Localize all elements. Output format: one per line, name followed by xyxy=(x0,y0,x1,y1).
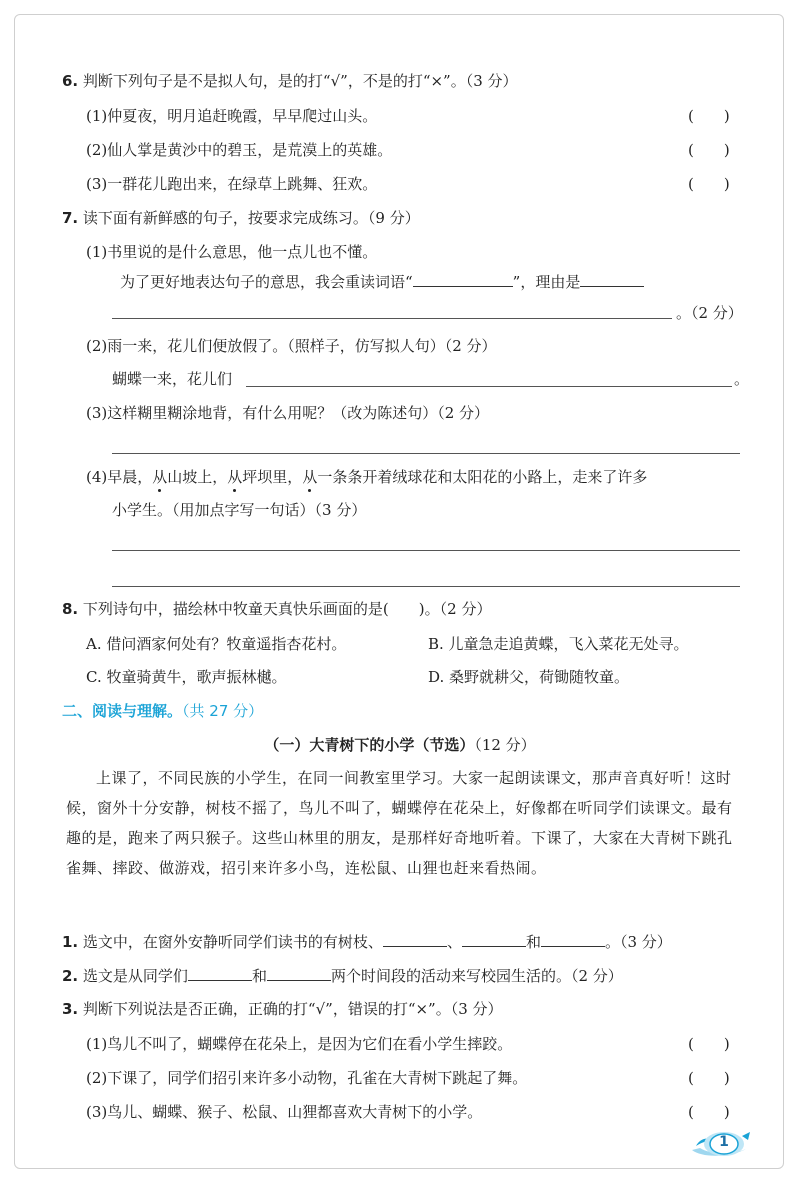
r1-blank-1[interactable] xyxy=(383,930,447,947)
q6-item-3: (3)一群花儿跑出来，在绿草上跳舞、狂欢。 xyxy=(86,175,378,193)
q7-stem xyxy=(62,207,420,229)
q8-stem-text: 下列诗句中，描绘林中牧童天真快乐画面的是( )。（2 分） xyxy=(82,600,492,618)
r2-and: 和 xyxy=(251,967,267,985)
q7-s4-part-a: (4)早晨， xyxy=(86,468,153,486)
section-2-title: 二、阅读与理解。 xyxy=(62,702,183,720)
r3-answer-2[interactable]: ( ) xyxy=(688,1069,730,1087)
q7-s4-part-d: 一条条开着绒球花和太阳花的小路上，走来了许多 xyxy=(317,468,648,486)
q7-s4-part-c: 坪坝里， xyxy=(242,468,303,486)
r3-stem xyxy=(62,998,503,1020)
q7-s2-answer-line[interactable] xyxy=(246,386,732,387)
q7-s1-answer-line[interactable] xyxy=(112,318,672,319)
q6-answer-3[interactable]: ( ) xyxy=(688,175,730,193)
r1-and: 和 xyxy=(525,933,541,951)
r2-end: 两个时间段的活动来写校园生活的。（2 分） xyxy=(330,967,623,985)
q7-s4-dot-word-1: 从 xyxy=(152,468,168,486)
r1-end: 。（3 分） xyxy=(604,933,672,951)
section-2-heading xyxy=(62,700,263,722)
q7-stem-text: 读下面有新鲜感的句子，按要求完成练习。（9 分） xyxy=(82,209,420,227)
q7-sentence-2: (2)雨一来，花儿们便放假了。（照样子，仿写拟人句）（2 分） xyxy=(86,337,497,355)
q6-item-2: (2)仙人掌是黄沙中的碧玉，是荒漠上的英雄。 xyxy=(86,141,393,159)
q6-stem xyxy=(62,70,518,92)
r1-question xyxy=(62,930,672,953)
passage-heading xyxy=(0,734,800,756)
q7-s4-answer-line-2[interactable] xyxy=(112,586,740,587)
r2-question xyxy=(62,964,623,987)
passage-text: 上课了，不同民族的小学生，在同一间教室里学习。大家一起朗读课文，那声音真好听！这时候，窗外十分安静，树枝不摇了，鸟儿不叫了，蝴蝶停在花朵上，好像都在听同学们读课文。最有趣的是，跑来了两只猴子。这些山林里的朋友，是那样好奇地听着。下课了，大家在大青树下跳孔雀舞、摔跤、做游戏，招引来许多小鸟，连松鼠、山狸也赶来看热闹。 xyxy=(66,769,733,877)
q7-s4-part-b: 山坡上， xyxy=(167,468,228,486)
r3-item-3: (3)鸟儿、蝴蝶、猴子、松鼠、山狸都喜欢大青树下的小学。 xyxy=(86,1103,483,1121)
q8-number: 8. xyxy=(62,600,79,618)
q7-s1-fill-text-b: ”，理由是 xyxy=(512,273,581,291)
r1-blank-2[interactable] xyxy=(462,930,526,947)
r2-blank-1[interactable] xyxy=(188,964,252,981)
passage-points: （12 分） xyxy=(474,736,536,754)
q7-s1-fill xyxy=(120,270,644,293)
q8-option-c[interactable]: C. 牧童骑黄牛，歌声振林樾。 xyxy=(86,668,287,686)
q6-answer-2[interactable]: ( ) xyxy=(688,141,730,159)
q7-s1-fill-text-a: 为了更好地表达句子的意思，我会重读词语“ xyxy=(120,273,413,291)
r2-blank-2[interactable] xyxy=(267,964,331,981)
r1-separator: 、 xyxy=(446,933,462,951)
q7-s4-line-2: 小学生。（用加点字写一句话）（3 分） xyxy=(112,501,367,519)
q7-s4-answer-line-1[interactable] xyxy=(112,550,740,551)
q8-option-a[interactable]: A. 借问酒家何处有？牧童遥指杏花村。 xyxy=(86,635,347,653)
q7-s1-word-blank[interactable] xyxy=(413,270,513,287)
r3-answer-3[interactable]: ( ) xyxy=(688,1103,730,1121)
q7-s3-answer-line[interactable] xyxy=(112,453,740,454)
q7-s2-end: 。 xyxy=(734,370,750,388)
q7-sentence-3: (3)这样糊里糊涂地背，有什么用呢？（改为陈述句）（2 分） xyxy=(86,404,490,422)
q7-s4-dot-word-3: 从 xyxy=(302,468,318,486)
q7-number: 7. xyxy=(62,209,79,227)
q6-item-1: (1)仲夏夜，明月追赶晚霞，早早爬过山头。 xyxy=(86,107,378,125)
r3-answer-1[interactable]: ( ) xyxy=(688,1035,730,1053)
r2-text: 选文是从同学们 xyxy=(82,967,188,985)
r2-number: 2. xyxy=(62,967,79,985)
q6-number: 6. xyxy=(62,72,79,90)
q7-s4-dot-word-2: 从 xyxy=(227,468,243,486)
r3-item-2: (2)下课了，同学们招引来许多小动物，孔雀在大青树下跳起了舞。 xyxy=(86,1069,528,1087)
q7-sentence-4 xyxy=(86,466,647,488)
page-number: 1 xyxy=(719,1134,729,1150)
r3-stem-text: 判断下列说法是否正确，正确的打“√”，错误的打“×”。（3 分） xyxy=(82,1000,503,1018)
q6-stem-text: 判断下列句子是不是拟人句，是的打“√”，不是的打“×”。（3 分） xyxy=(82,72,518,90)
q7-s1-reason-blank[interactable] xyxy=(580,270,644,287)
q8-option-b[interactable]: B. 儿童急走追黄蝶，飞入菜花无处寻。 xyxy=(428,635,689,653)
r1-blank-3[interactable] xyxy=(541,930,605,947)
r3-number: 3. xyxy=(62,1000,79,1018)
r1-text: 选文中，在窗外安静听同学们读书的有树枝、 xyxy=(82,933,383,951)
q8-option-d[interactable]: D. 桑野就耕父，荷锄随牧童。 xyxy=(428,668,630,686)
q7-sentence-1: (1)书里说的是什么意思，他一点儿也不懂。 xyxy=(86,243,378,261)
q8-stem xyxy=(62,598,491,620)
q7-s1-end: 。（2 分） xyxy=(676,304,743,322)
r1-number: 1. xyxy=(62,933,79,951)
section-2-points: （共 27 分） xyxy=(182,702,264,720)
q6-answer-1[interactable]: ( ) xyxy=(688,107,730,125)
r3-item-1: (1)鸟儿不叫了，蝴蝶停在花朵上，是因为它们在看小学生摔跤。 xyxy=(86,1035,513,1053)
q7-s2-fill: 蝴蝶一来，花儿们 xyxy=(112,370,233,388)
passage-title: （一）大青树下的小学（节选） xyxy=(264,736,475,754)
